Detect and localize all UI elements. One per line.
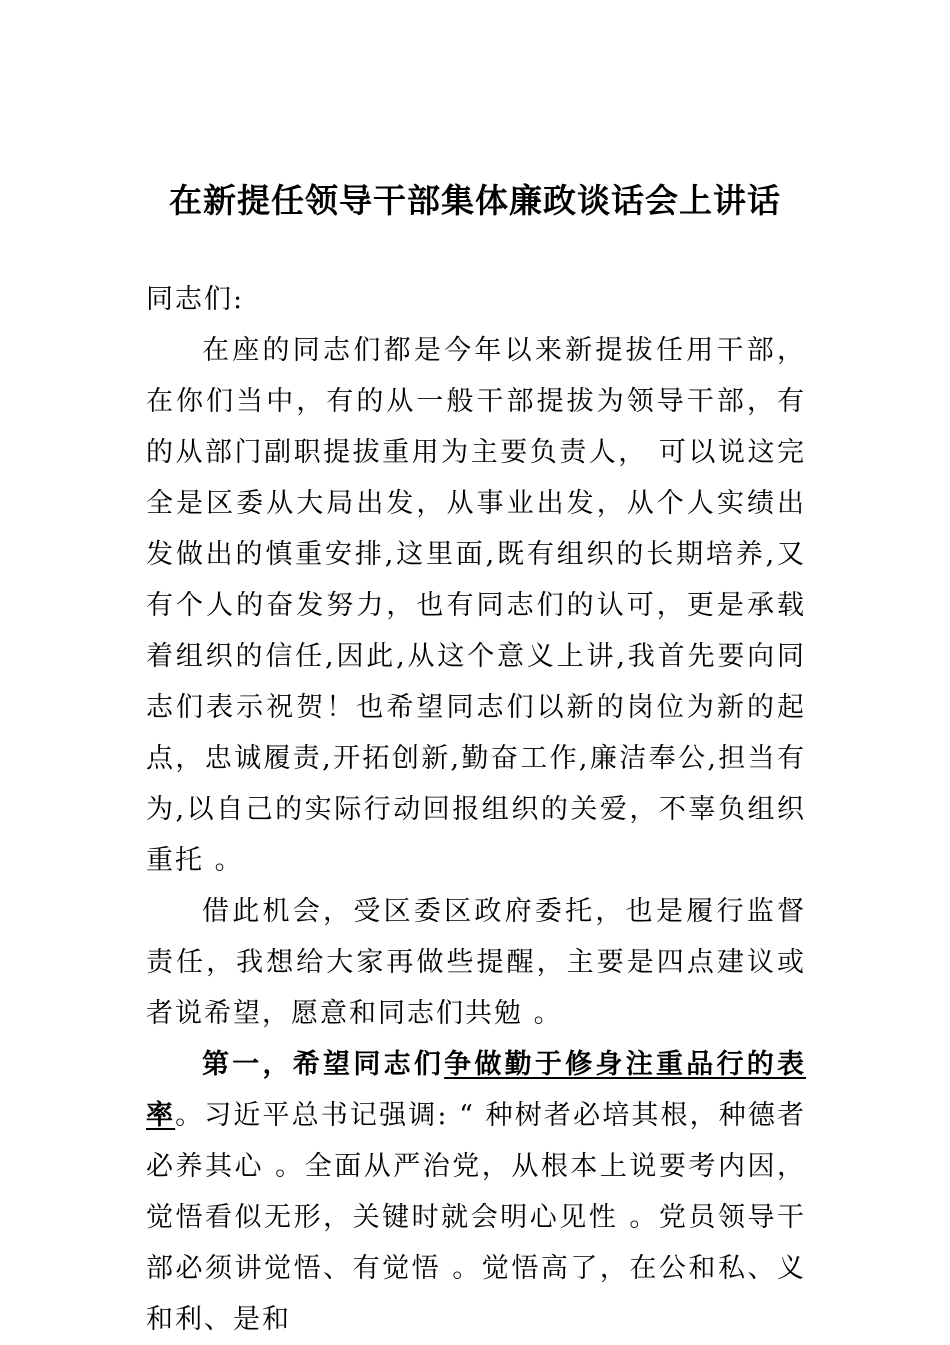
salutation: 同志们: <box>146 284 245 315</box>
point-1-lead: 第一，希望同志们 <box>202 1049 445 1080</box>
document-body <box>146 274 806 1345</box>
paragraph-1: 在座的同志们都是今年以来新提拔任用干部，在你们当中，有的从一般干部提拔为领导干部，有的从部门副职提拔重用为主要负责人， 可以说这完全是区委从大局出发，从事业出发，从个人实绩出发做出的慎重安排,这里面,既有组织的长期培养,又有个人的奋发努力，也有同志们的认可，更是承载着组织的信任,因此,从这个意义上讲,我首先要向同志们表示祝贺！也希望同志们以新的岗位为新的起点，忠诚履责,开拓创新,勤奋工作,廉洁奉公,担当有为,以自己的实际行动回报组织的关爱，不辜负组织重托 。 <box>146 335 806 876</box>
document-title: 在新提任领导干部集体廉政谈话会上讲话 <box>169 181 781 220</box>
point-1-text: 。习近平总书记强调: “ 种树者必培其根，种德者必养其心 。全面从严治党，从根本上说要考内因，觉悟看似无形，关键时就会明心见性 。党员领导干部必须讲觉悟、有觉悟 。觉悟高了，在公和私、义和利、是和 <box>146 1100 806 1335</box>
paragraph-2: 借此机会，受区委区政府委托，也是履行监督责任，我想给大家再做些提醒，主要是四点建议或者说希望，愿意和同志们共勉 。 <box>146 896 806 1029</box>
point-1-heading: 争做勤于修身注重品行的表率 <box>146 1049 807 1131</box>
point-1-paragraph <box>146 1039 806 1345</box>
